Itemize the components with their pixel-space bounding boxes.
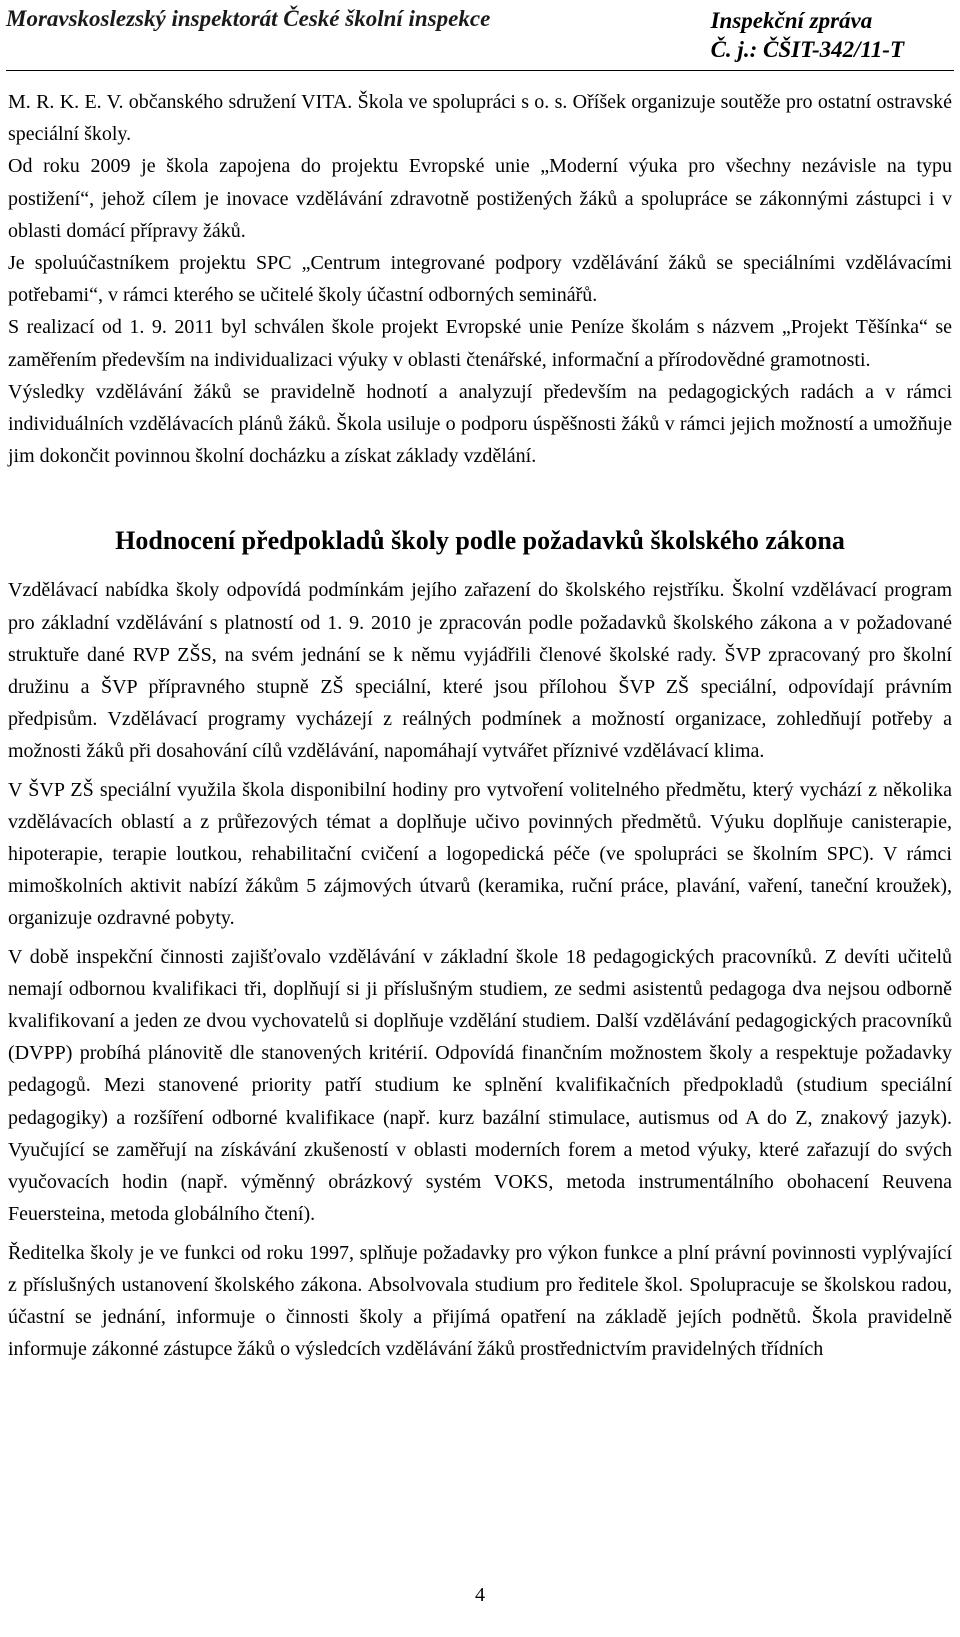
paragraph-vita: M. R. K. E. V. občanského sdružení VITA. Škola ve spolupráci s o. s. Oříšek organizuje soutěže pro ostatní ostravské speciální školy. (8, 91, 952, 146)
paragraph-svp: V ŠVP ZŠ speciální využila škola disponibilní hodiny pro vytvoření volitelného předmětu, který vychází z několika vzdělávacích oblastí a z průřezových témat a doplňuje učivo povinných předmětů. Výuku doplňuje canisterapie, hipoterapie, terapie loutkou, rehabilitační cvičení a logopedická péče (ve spolupráci se školním SPC). V rámci mimoškolních aktivit nabízí žákům 5 zájmových útvarů (keramika, ruční práce, plavání, vaření, taneční kroužek), organizuje ozdravné pobyty. (8, 778, 952, 930)
paragraph-spc-project: Je spoluúčastníkem projektu SPC „Centrum integrované podpory vzdělávání žáků se speciálními vzdělávacími potřebami“, v rámci kterého se učitelé školy účastní odborných seminářů. (8, 252, 952, 307)
paragraph-director: Ředitelka školy je ve funkci od roku 1997, splňuje požadavky pro výkon funkce a plní právní povinnosti vyplývající z příslušných ustanovení školského zákona. Absolvovala studium pro ředitele škol. Spolupracuje se školskou radou, účastní se jednání, informuje o činnosti školy a přijímá opatření na základě jejích podnětů. Škola pravidelně informuje zákonné zástupce žáků o výsledcích vzdělávání žáků prostřednictvím pravidelných třídních (8, 1241, 952, 1361)
page-header (0, 4, 960, 66)
paragraph-staff: V době inspekční činnosti zajišťovalo vzdělávání v základní škole 18 pedagogických pracovníků. Z devíti učitelů nemají odbornou kvalifikaci tři, doplňují si ji příslušným studiem, ze sedmi asistentů pedagoga dva nejsou odborně kvalifikovaní a jeden ze dvou vychovatelů si doplňuje vzdělání studiem. Další vzdělávání pedagogických pracovníků (DVPP) probíhá plánovitě dle stanovených kritérií. Odpovídá finančním možnostem školy a respektuje požadavky pedagogů. Mezi stanovené priority patří studium ke splnění kvalifikačních předpokladů (studium speciální pedagogiky) a rozšíření odborné kvalifikace (např. kurz bazální stimulace, autismus od A do Z, znakový jazyk). Vyučující se zaměřují na získávání zkušeností v oblasti moderních forem a metod výuky, které zařazují do svých vyučovacích hodin (např. výměnný obrázkový systém VOKS, metoda instrumentálního obohacení Reuvena Feuersteina, metoda globálního čtení). (8, 945, 952, 1226)
document-body (8, 86, 952, 1365)
report-info (711, 6, 904, 64)
page-number: 4 (475, 1584, 485, 1606)
paragraph-curriculum: Vzdělávací nabídka školy odpovídá podmínkám jejího zařazení do školského rejstříku. Školní vzdělávací program pro základní vzdělávání s platností od 1. 9. 2010 je zpracován podle požadavků školského zákona a v požadované struktuře dané RVP ZŠS, na svém jednání se k němu vyjádřili členové školské rady. ŠVP zpracovaný pro školní družinu a ŠVP přípravného stupně ZŠ speciální, které jsou přílohou ŠVP ZŠ speciální, odpovídají právním předpisům. Vzdělávací programy vycházejí z reálných podmínek a možností organizace, zohledňují potřeby a možnosti žáků při dosahování cílů vzdělávání, napomáhají vytvářet příznivé vzdělávací klima. (8, 579, 952, 763)
paragraph-results: Výsledky vzdělávání žáků se pravidelně hodnotí a analyzují především na pedagogických radách a v rámci individuálních vzdělávacích plánů žáků. Škola usiluje o podporu úspěšnosti žáků v rámci jejich možností a umožňuje jim dokončit povinnou školní docházku a získat základy vzdělání. (8, 380, 952, 468)
reference-number: Č. j.: ČŠIT-342/11-T (710, 37, 904, 62)
section-heading: Hodnocení předpokladů školy podle požadavků školského zákona (115, 526, 845, 556)
paragraph-tesinka-project: S realizací od 1. 9. 2011 byl schválen škole projekt Evropské unie Peníze školám s názvem „Projekt Těšínka“ se zaměřením především na individualizaci výuky v oblasti čtenářské, informační a přírodovědné gramotnosti. (8, 316, 952, 371)
report-title: Inspekční zpráva (710, 8, 873, 33)
paragraph-eu-project: Od roku 2009 je škola zapojena do projektu Evropské unie „Moderní výuka pro všechny nezávisle na typu postižení“, jehož cílem je inovace vzdělávání zdravotně postižených žáků a spolupráce se zákonnými zástupci i v oblasti domácí přípravy žáků. (8, 155, 952, 242)
inspectorate-name: Moravskoslezský inspektorát České školní inspekce (6, 6, 491, 31)
header-divider (6, 70, 954, 71)
